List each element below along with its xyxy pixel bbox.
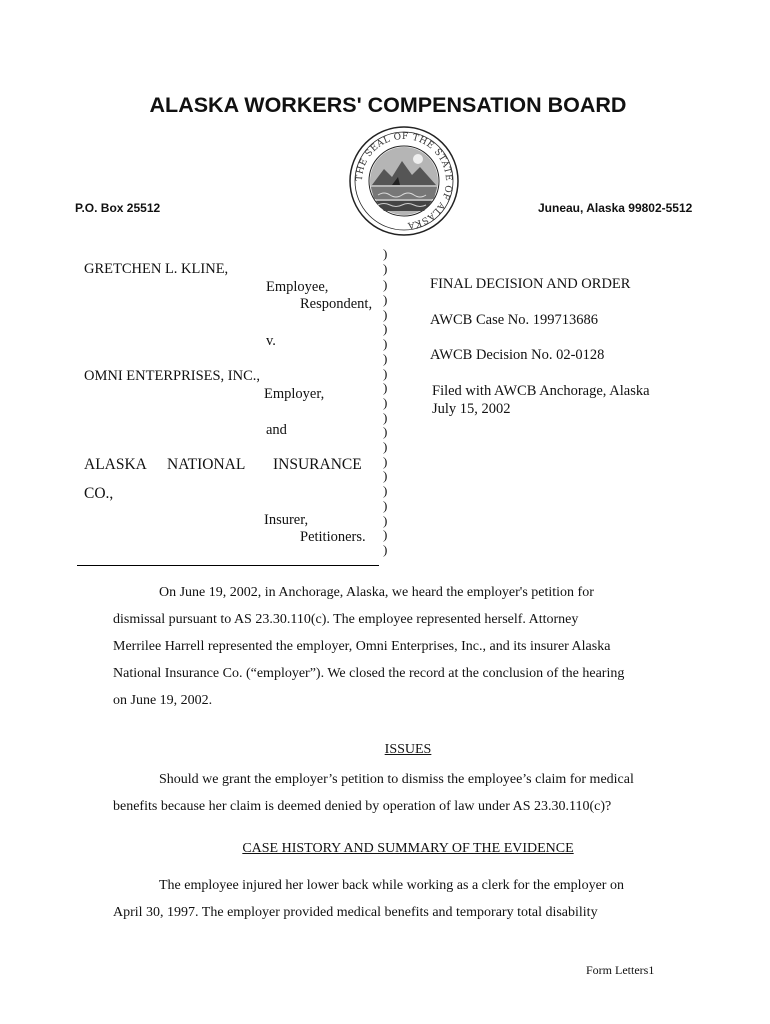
party-insurer-word3: INSURANCE	[273, 456, 362, 473]
party-insurer-role: Insurer,	[264, 512, 309, 528]
caption-paren: )	[383, 542, 388, 557]
intro-line-4: National Insurance Co. (“employer”). We closed the record at the conclusion of the hearing	[113, 666, 625, 681]
case-number: AWCB Case No. 199713686	[430, 312, 598, 328]
caption-paren: )	[383, 261, 388, 276]
party-employee-role: Employee,	[266, 279, 329, 295]
party-employee-role2: Respondent,	[300, 296, 373, 312]
issues-line-2: benefits because her claim is deemed denied by operation of law under AS 23.30.110(c)?	[113, 799, 612, 814]
party-employer-role: Employer,	[264, 386, 325, 402]
issues-line-1: Should we grant the employer’s petition to dismiss the employee’s claim for medical	[159, 772, 634, 787]
intro-line-3: Merrilee Harrell represented the employer, Omni Enterprises, Inc., and its insurer Alaska	[113, 639, 611, 654]
caption-paren: )	[383, 336, 388, 351]
board-title: ALASKA WORKERS' COMPENSATION BOARD	[149, 93, 627, 117]
party-employer-name: OMNI ENTERPRISES, INC.,	[84, 368, 261, 384]
versus-label: v.	[266, 333, 276, 349]
caption-paren: )	[383, 277, 388, 292]
caption-paren: )	[383, 527, 388, 542]
state-seal-icon	[348, 125, 460, 237]
filed-location: Filed with AWCB Anchorage, Alaska	[432, 383, 650, 399]
intro-line-1: On June 19, 2002, in Anchorage, Alaska, we heard the employer's petition for	[159, 585, 594, 600]
history-line-1: The employee injured her lower back while working as a clerk for the employer on	[159, 878, 624, 893]
caption-paren: )	[383, 483, 388, 498]
intro-line-2: dismissal pursuant to AS 23.30.110(c). The employee represented herself. Attorney	[113, 612, 579, 627]
caption-paren: )	[383, 498, 388, 513]
city-address: Juneau, Alaska 99802-5512	[538, 201, 693, 215]
caption-paren: )	[383, 410, 388, 425]
and-label: and	[266, 422, 287, 438]
party-insurer-word2: NATIONAL	[167, 456, 246, 473]
caption-paren: )	[383, 468, 388, 483]
po-box: P.O. Box 25512	[75, 201, 161, 215]
caption-paren: )	[383, 395, 388, 410]
caption-paren: )	[383, 424, 388, 439]
caption-paren: )	[383, 351, 388, 366]
page-footer: Form Letters1	[586, 963, 655, 977]
seal-text: THE SEAL OF THE STATE OF ALASKA	[354, 131, 454, 230]
caption-paren: )	[383, 380, 388, 395]
caption-paren: )	[383, 454, 388, 469]
caption-paren: )	[383, 439, 388, 454]
intro-line-5: on June 19, 2002.	[113, 693, 213, 708]
caption-paren: )	[383, 321, 388, 336]
caption-paren: )	[383, 292, 388, 307]
party-insurer-role2: Petitioners.	[300, 529, 366, 545]
party-employee-name: GRETCHEN L. KLINE,	[84, 261, 229, 277]
caption-paren: )	[383, 513, 388, 528]
filed-date: July 15, 2002	[432, 401, 511, 417]
caption-paren: )	[383, 366, 388, 381]
decision-number: AWCB Decision No. 02-0128	[430, 347, 605, 363]
caption-divider	[77, 565, 379, 566]
party-insurer-word1: ALASKA	[84, 456, 147, 473]
caption-paren: )	[383, 307, 388, 322]
history-line-2: April 30, 1997. The employer provided medical benefits and temporary total disability	[113, 905, 598, 920]
history-heading: CASE HISTORY AND SUMMARY OF THE EVIDENCE	[242, 841, 574, 856]
decision-title: FINAL DECISION AND ORDER	[430, 276, 631, 292]
party-insurer-line2: CO.,	[84, 485, 114, 502]
caption-paren: )	[383, 246, 388, 261]
issues-heading: ISSUES	[384, 742, 432, 757]
